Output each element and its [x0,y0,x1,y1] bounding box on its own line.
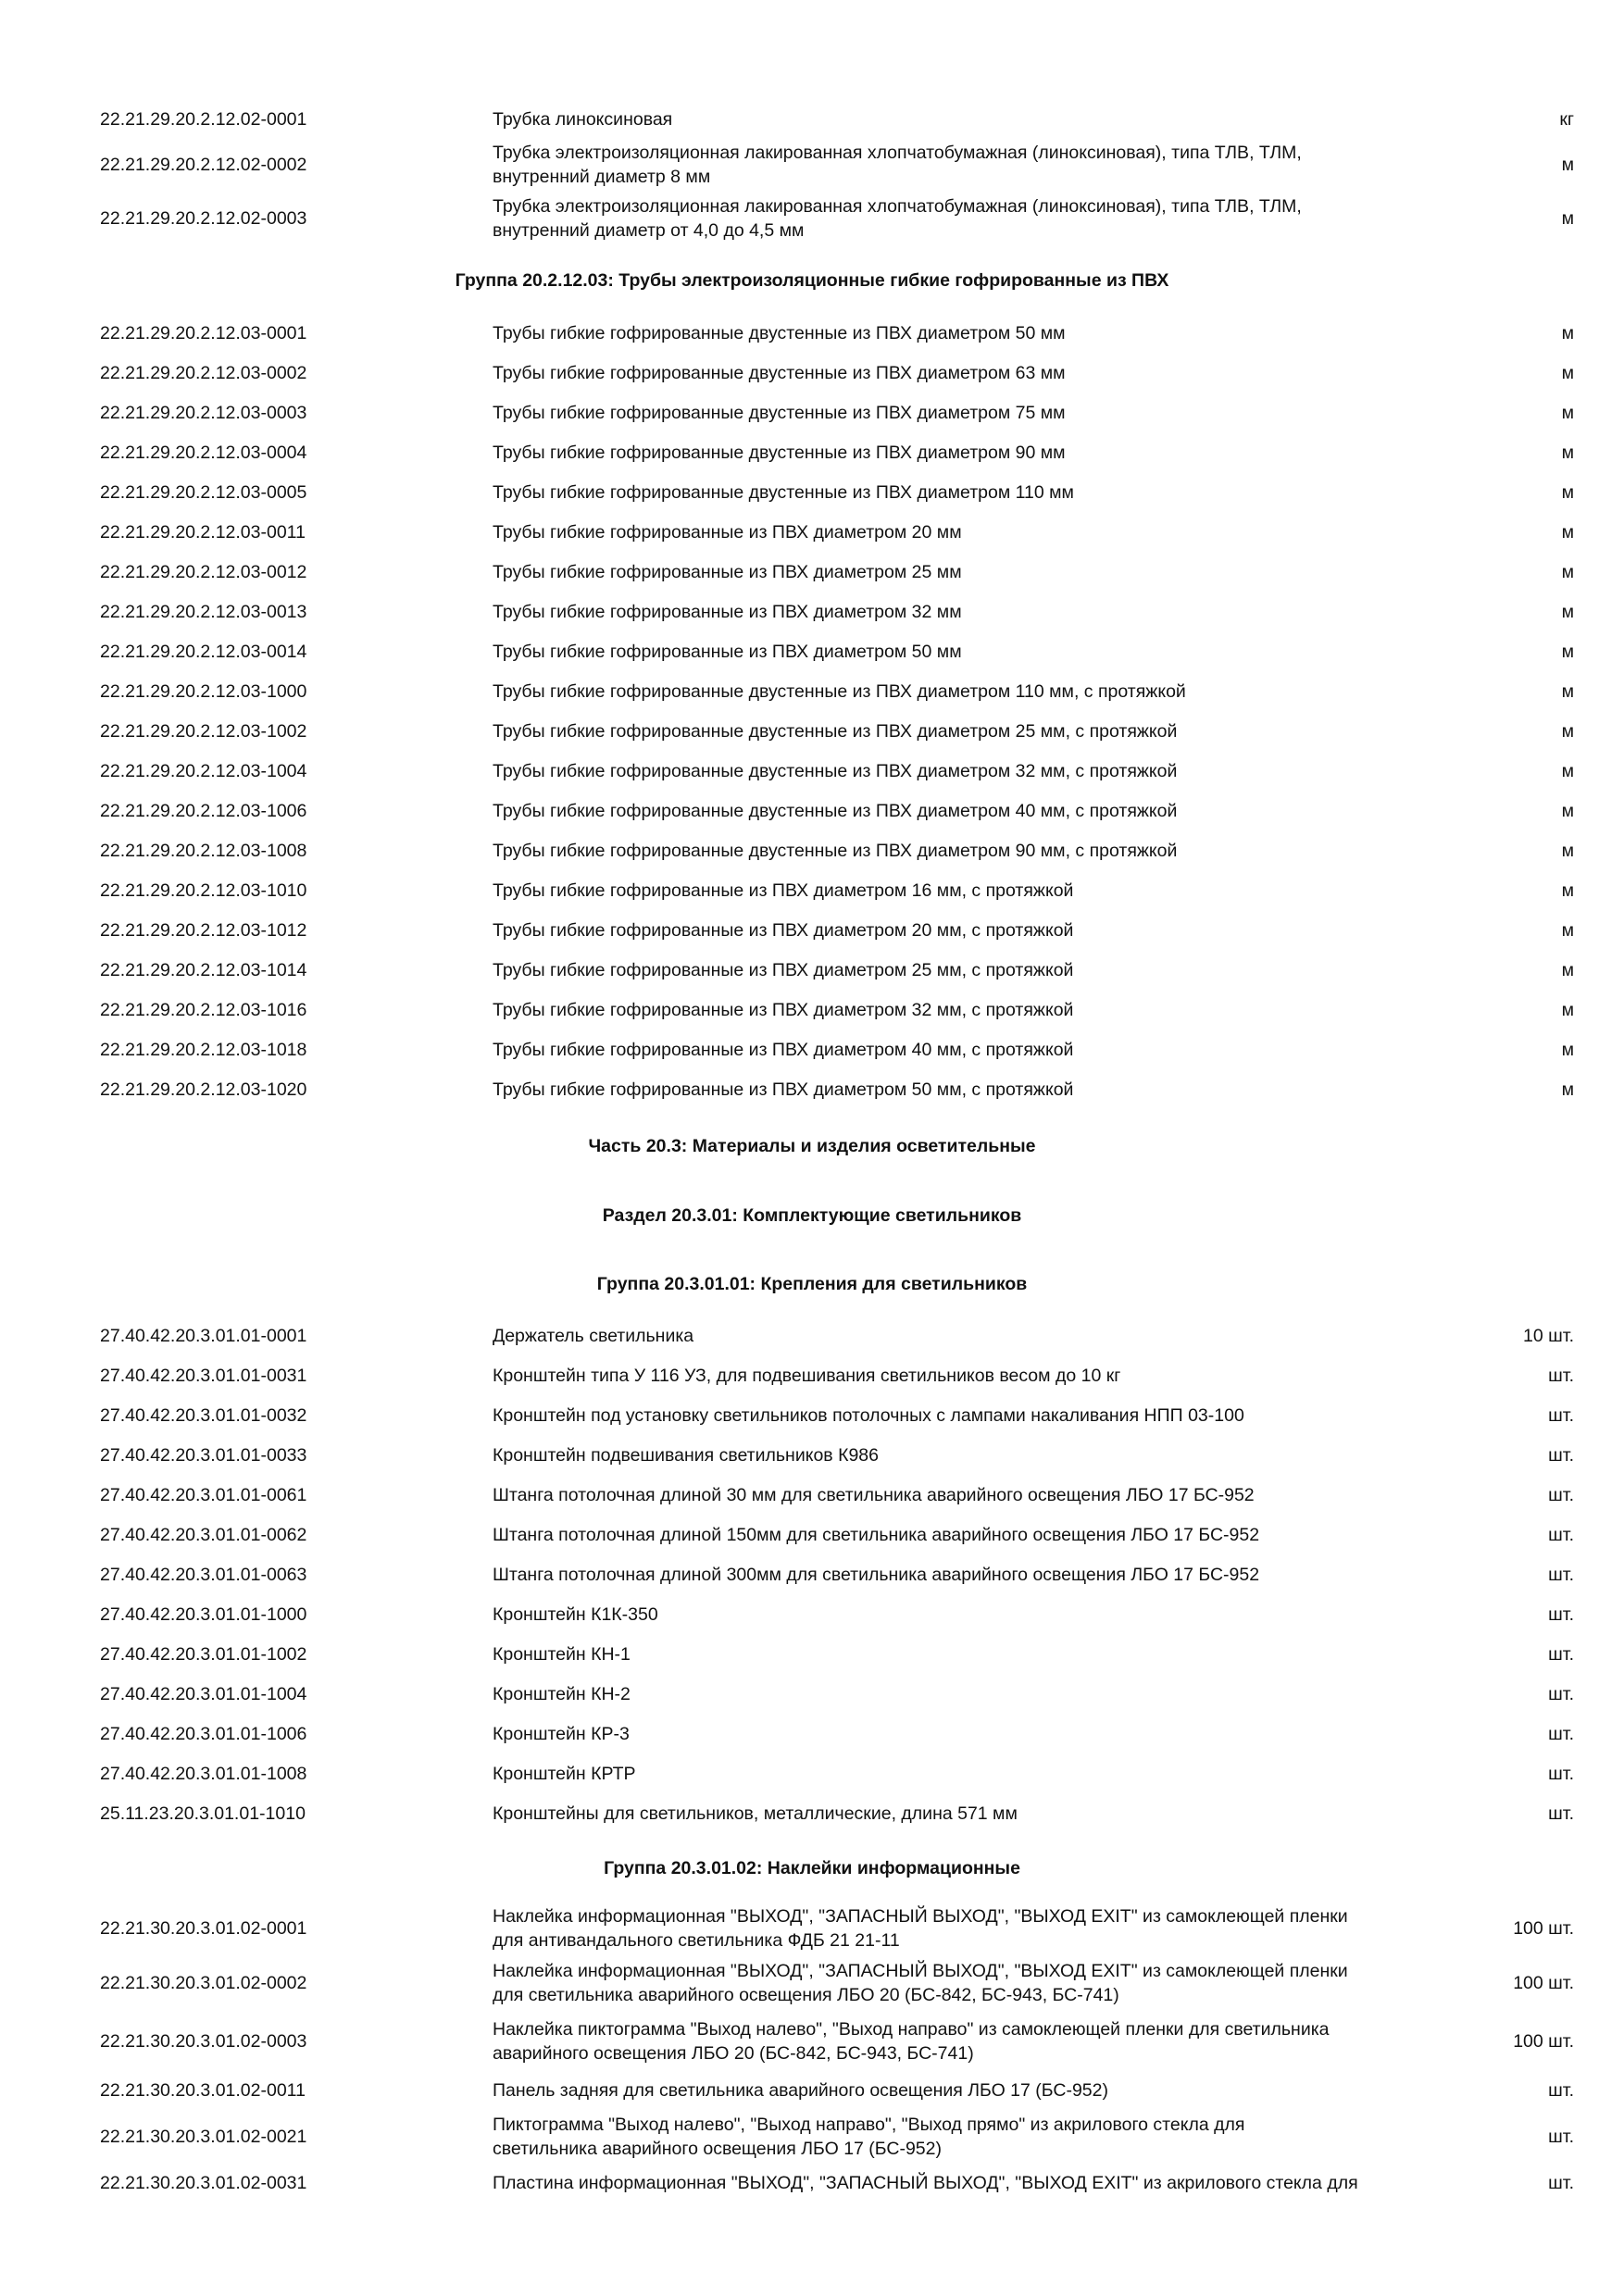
row-unit: м [1561,841,1574,861]
row-unit: м [1561,155,1574,175]
row-code: 27.40.42.20.3.01.01-0033 [100,1445,307,1466]
row-code: 27.40.42.20.3.01.01-1000 [100,1604,307,1625]
row-name: Трубы гибкие гофрированные из ПВХ диаметром 40 мм, с протяжкой [493,1040,1074,1060]
row-code: 27.40.42.20.3.01.01-1004 [100,1684,307,1704]
row-unit: м [1561,363,1574,383]
row-name-line-1: Наклейка информационная "ВЫХОД", "ЗАПАСНЫЙ ВЫХОД", "ВЫХОД EXIT" из самоклеющей пленки [493,1906,1348,1927]
row-unit: шт. [1548,1525,1574,1545]
row-name: Трубы гибкие гофрированные двустенные из ПВХ диаметром 63 мм [493,363,1066,383]
row-unit: м [1561,1079,1574,1100]
part-heading: Часть 20.3: Материалы и изделия осветительные [588,1136,1036,1156]
row-unit: шт. [1548,1366,1574,1386]
row-name: Штанга потолочная длиной 150мм для светильника аварийного освещения ЛБО 17 БС-952 [493,1525,1260,1545]
row-unit: м [1561,482,1574,503]
row-code: 27.40.42.20.3.01.01-1006 [100,1724,307,1744]
row-unit: шт. [1548,1803,1574,1824]
row-name: Трубы гибкие гофрированные из ПВХ диаметром 50 мм [493,642,962,662]
row-code: 22.21.30.20.3.01.02-0011 [100,2080,306,2101]
row-unit: шт. [1548,2080,1574,2101]
row-code: 27.40.42.20.3.01.01-0062 [100,1525,307,1545]
row-name: Держатель светильника [493,1326,694,1346]
row-name: Трубы гибкие гофрированные двустенные из ПВХ диаметром 25 мм, с протяжкой [493,721,1178,742]
row-name: Панель задняя для светильника аварийного освещения ЛБО 17 (БС-952) [493,2080,1108,2101]
row-code: 22.21.29.20.2.12.03-1000 [100,681,307,702]
row-unit: м [1561,1000,1574,1020]
row-name-line-1: Трубка электроизоляционная лакированная хлопчатобумажная (линоксиновая), типа ТЛВ, ТЛМ, [493,143,1302,163]
row-name: Кронштейн К1К-350 [493,1604,658,1625]
row-unit: 100 шт. [1513,1973,1574,1993]
row-code: 22.21.29.20.2.12.02-0002 [100,155,307,175]
row-name: Трубы гибкие гофрированные из ПВХ диаметром 32 мм [493,602,962,622]
row-code: 22.21.29.20.2.12.03-0012 [100,562,307,582]
row-code: 22.21.29.20.2.12.03-0003 [100,403,307,423]
row-code: 22.21.29.20.2.12.03-0002 [100,363,307,383]
row-code: 27.40.42.20.3.01.01-0031 [100,1366,307,1386]
row-name-line-1: Трубка электроизоляционная лакированная хлопчатобумажная (линоксиновая), типа ТЛВ, ТЛМ, [493,196,1302,217]
row-name-line-1: Наклейка информационная "ВЫХОД", "ЗАПАСНЫЙ ВЫХОД", "ВЫХОД EXIT" из самоклеющей пленки [493,1961,1348,1981]
row-unit: шт. [1548,1764,1574,1784]
row-name: Трубы гибкие гофрированные двустенные из ПВХ диаметром 110 мм [493,482,1074,503]
row-name: Трубы гибкие гофрированные двустенные из ПВХ диаметром 110 мм, с протяжкой [493,681,1186,702]
row-name: Трубы гибкие гофрированные из ПВХ диаметром 20 мм [493,522,962,543]
row-name-line-1: Наклейка пиктограмма "Выход налево", "Выход направо" из самоклеющей пленки для светильника [493,2019,1330,2040]
row-name-line-2: для светильника аварийного освещения ЛБО 20 (БС-842, БС-943, БС-741) [493,1985,1119,2005]
row-name: Трубы гибкие гофрированные двустенные из ПВХ диаметром 40 мм, с протяжкой [493,801,1178,821]
row-code: 22.21.29.20.2.12.03-1008 [100,841,307,861]
row-code: 22.21.29.20.2.12.03-0001 [100,323,307,343]
row-code: 22.21.30.20.3.01.02-0031 [100,2173,307,2193]
row-code: 22.21.29.20.2.12.02-0001 [100,109,307,130]
row-unit: шт. [1548,1684,1574,1704]
row-name-line-2: аварийного освещения ЛБО 20 (БС-842, БС-943, БС-741) [493,2043,974,2064]
row-name: Трубы гибкие гофрированные из ПВХ диаметром 25 мм [493,562,962,582]
row-name: Трубы гибкие гофрированные из ПВХ диаметром 20 мм, с протяжкой [493,920,1074,941]
row-code: 25.11.23.20.3.01.01-1010 [100,1803,306,1824]
row-unit: м [1561,920,1574,941]
row-unit: шт. [1548,1405,1574,1426]
row-name: Трубы гибкие гофрированные двустенные из ПВХ диаметром 90 мм [493,443,1066,463]
row-code: 22.21.29.20.2.12.03-0005 [100,482,307,503]
row-code: 22.21.30.20.3.01.02-0003 [100,2031,307,2052]
row-name: Трубы гибкие гофрированные двустенные из ПВХ диаметром 50 мм [493,323,1066,343]
row-name: Трубы гибкие гофрированные двустенные из ПВХ диаметром 90 мм, с протяжкой [493,841,1178,861]
group-heading: Группа 20.3.01.01: Крепления для светильников [596,1274,1028,1294]
row-name: Штанга потолочная длиной 300мм для светильника аварийного освещения ЛБО 17 БС-952 [493,1565,1260,1585]
row-code: 22.21.29.20.2.12.03-1020 [100,1079,307,1100]
row-code: 22.21.29.20.2.12.02-0003 [100,208,307,229]
section-heading: Раздел 20.3.01: Комплектующие светильников [602,1205,1022,1226]
row-name: Трубы гибкие гофрированные двустенные из ПВХ диаметром 75 мм [493,403,1066,423]
row-name: Кронштейн подвешивания светильников К986 [493,1445,879,1466]
row-unit: м [1561,642,1574,662]
row-code: 22.21.29.20.2.12.03-1010 [100,880,307,901]
row-name-line-2: внутренний диаметр 8 мм [493,167,711,187]
row-unit: м [1561,1040,1574,1060]
row-code: 22.21.29.20.2.12.03-1014 [100,960,307,980]
row-unit: м [1561,761,1574,781]
row-unit: шт. [1548,1565,1574,1585]
group-heading: Группа 20.2.12.03: Трубы электроизоляционные гибкие гофрированные из ПВХ [455,270,1169,291]
row-code: 27.40.42.20.3.01.01-1002 [100,1644,307,1665]
row-unit: шт. [1548,1485,1574,1505]
row-unit: м [1561,323,1574,343]
row-name: Трубка линоксиновая [493,109,673,130]
row-code: 22.21.29.20.2.12.03-1004 [100,761,307,781]
row-unit: шт. [1548,1445,1574,1466]
row-name-line-2: светильника аварийного освещения ЛБО 17 (БС-952) [493,2139,942,2159]
row-code: 22.21.29.20.2.12.03-0013 [100,602,307,622]
row-unit: шт. [1548,2127,1574,2147]
row-unit: шт. [1548,1724,1574,1744]
row-name: Трубы гибкие гофрированные из ПВХ диаметром 32 мм, с протяжкой [493,1000,1074,1020]
row-code: 22.21.29.20.2.12.03-0014 [100,642,307,662]
row-code: 22.21.30.20.3.01.02-0002 [100,1973,307,1993]
row-code: 22.21.29.20.2.12.03-1006 [100,801,307,821]
row-unit: 10 шт. [1523,1326,1574,1346]
row-unit: м [1561,208,1574,229]
row-unit: шт. [1548,1644,1574,1665]
row-code: 22.21.29.20.2.12.03-0011 [100,522,306,543]
row-code: 22.21.29.20.2.12.03-0004 [100,443,307,463]
row-unit: шт. [1548,2173,1574,2193]
row-unit: м [1561,602,1574,622]
row-unit: м [1561,443,1574,463]
row-name: Кронштейн КРТР [493,1764,636,1784]
row-unit: м [1561,562,1574,582]
row-name: Кронштейн КР-3 [493,1724,630,1744]
row-name-line-2: для антивандального светильника ФДБ 21 21-11 [493,1930,900,1951]
row-name: Кронштейн типа У 116 УЗ, для подвешивания светильников весом до 10 кг [493,1366,1121,1386]
row-unit: м [1561,880,1574,901]
row-unit: 100 шт. [1513,2031,1574,2052]
row-unit: 100 шт. [1513,1918,1574,1939]
row-name: Трубы гибкие гофрированные из ПВХ диаметром 25 мм, с протяжкой [493,960,1074,980]
row-name-line-1: Пиктограмма "Выход налево", "Выход направо", "Выход прямо" из акрилового стекла для [493,2115,1245,2135]
row-unit: м [1561,960,1574,980]
row-name: Трубы гибкие гофрированные из ПВХ диаметром 16 мм, с протяжкой [493,880,1074,901]
row-code: 22.21.30.20.3.01.02-0001 [100,1918,307,1939]
row-name: Кронштейны для светильников, металлические, длина 571 мм [493,1803,1018,1824]
row-code: 27.40.42.20.3.01.01-0063 [100,1565,307,1585]
row-name: Кронштейн под установку светильников потолочных с лампами накаливания НПП 03-100 [493,1405,1244,1426]
row-code: 22.21.29.20.2.12.03-1012 [100,920,307,941]
row-unit: м [1561,801,1574,821]
row-code: 22.21.29.20.2.12.03-1018 [100,1040,307,1060]
row-unit: м [1561,403,1574,423]
row-unit: м [1561,681,1574,702]
row-name: Штанга потолочная длиной 30 мм для светильника аварийного освещения ЛБО 17 БС-952 [493,1485,1255,1505]
row-name: Пластина информационная "ВЫХОД", "ЗАПАСНЫЙ ВЫХОД", "ВЫХОД EXIT" из акрилового стекла для [493,2173,1358,2193]
row-name: Трубы гибкие гофрированные из ПВХ диаметром 50 мм, с протяжкой [493,1079,1074,1100]
row-name: Кронштейн КН-1 [493,1644,631,1665]
row-name: Кронштейн КН-2 [493,1684,631,1704]
row-code: 22.21.29.20.2.12.03-1016 [100,1000,307,1020]
row-code: 27.40.42.20.3.01.01-0001 [100,1326,307,1346]
row-code: 27.40.42.20.3.01.01-1008 [100,1764,307,1784]
row-code: 22.21.29.20.2.12.03-1002 [100,721,307,742]
row-name-line-2: внутренний диаметр от 4,0 до 4,5 мм [493,220,805,241]
row-name: Трубы гибкие гофрированные двустенные из ПВХ диаметром 32 мм, с протяжкой [493,761,1178,781]
row-unit: кг [1559,109,1574,130]
row-code: 22.21.30.20.3.01.02-0021 [100,2127,307,2147]
row-unit: м [1561,522,1574,543]
row-unit: м [1561,721,1574,742]
group-heading: Группа 20.3.01.02: Наклейки информационные [604,1858,1020,1878]
row-unit: шт. [1548,1604,1574,1625]
row-code: 27.40.42.20.3.01.01-0061 [100,1485,307,1505]
row-code: 27.40.42.20.3.01.01-0032 [100,1405,307,1426]
